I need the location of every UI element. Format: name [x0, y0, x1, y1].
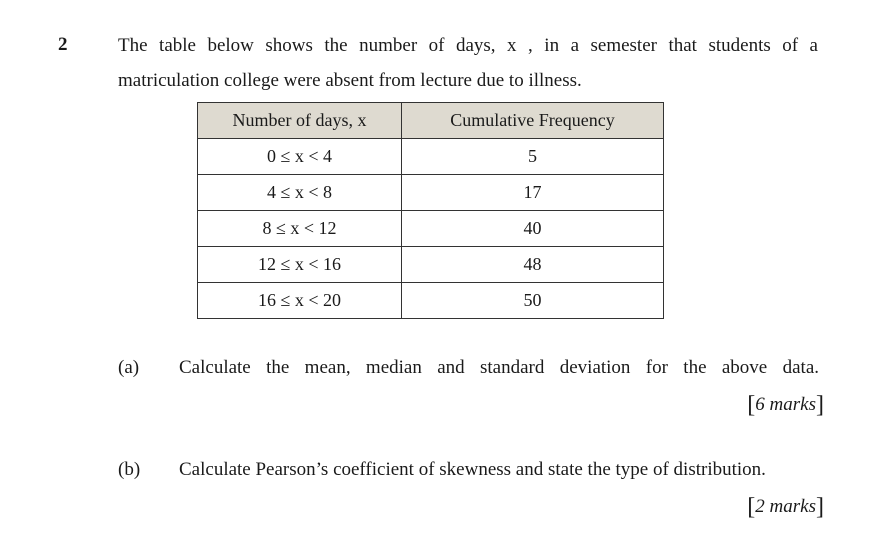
- cumulative-frequency-cell: 5: [402, 139, 664, 175]
- part-a-label: (a): [118, 357, 140, 378]
- table-row: [198, 283, 664, 319]
- interval-cell: 8 ≤ x < 12: [198, 211, 402, 247]
- part-a-text: Calculate the mean, median and standard deviation for the above data.: [179, 357, 819, 378]
- interval-cell: 4 ≤ x < 8: [198, 175, 402, 211]
- part-b-marks: [2 marks]: [747, 494, 824, 520]
- interval-cell: 12 ≤ x < 16: [198, 247, 402, 283]
- question-number: 2: [58, 34, 68, 55]
- table-row: [198, 139, 664, 175]
- table-row: [198, 175, 664, 211]
- cumulative-frequency-cell: 50: [402, 283, 664, 319]
- cumulative-frequency-cell: 40: [402, 211, 664, 247]
- table-header-row: [198, 103, 664, 139]
- question-intro-line-1: The table below shows the number of days, x , in a semester that students of a: [118, 35, 818, 56]
- header-number-of-days: Number of days, x: [198, 103, 402, 139]
- cumulative-frequency-cell: 17: [402, 175, 664, 211]
- part-b-text: Calculate Pearson’s coefficient of skewness and state the type of distribution.: [179, 459, 766, 480]
- question-intro-line-2: matriculation college were absent from lecture due to illness.: [118, 70, 582, 91]
- part-a-marks-value: 6 marks: [755, 394, 816, 415]
- part-b-marks-value: 2 marks: [755, 496, 816, 517]
- frequency-table: [197, 102, 664, 319]
- interval-cell: 0 ≤ x < 4: [198, 139, 402, 175]
- header-cumulative-frequency: Cumulative Frequency: [402, 103, 664, 139]
- cumulative-frequency-cell: 48: [402, 247, 664, 283]
- interval-cell: 16 ≤ x < 20: [198, 283, 402, 319]
- part-a-marks: [6 marks]: [747, 392, 824, 418]
- table-row: [198, 211, 664, 247]
- table-row: [198, 247, 664, 283]
- part-b-label: (b): [118, 459, 141, 480]
